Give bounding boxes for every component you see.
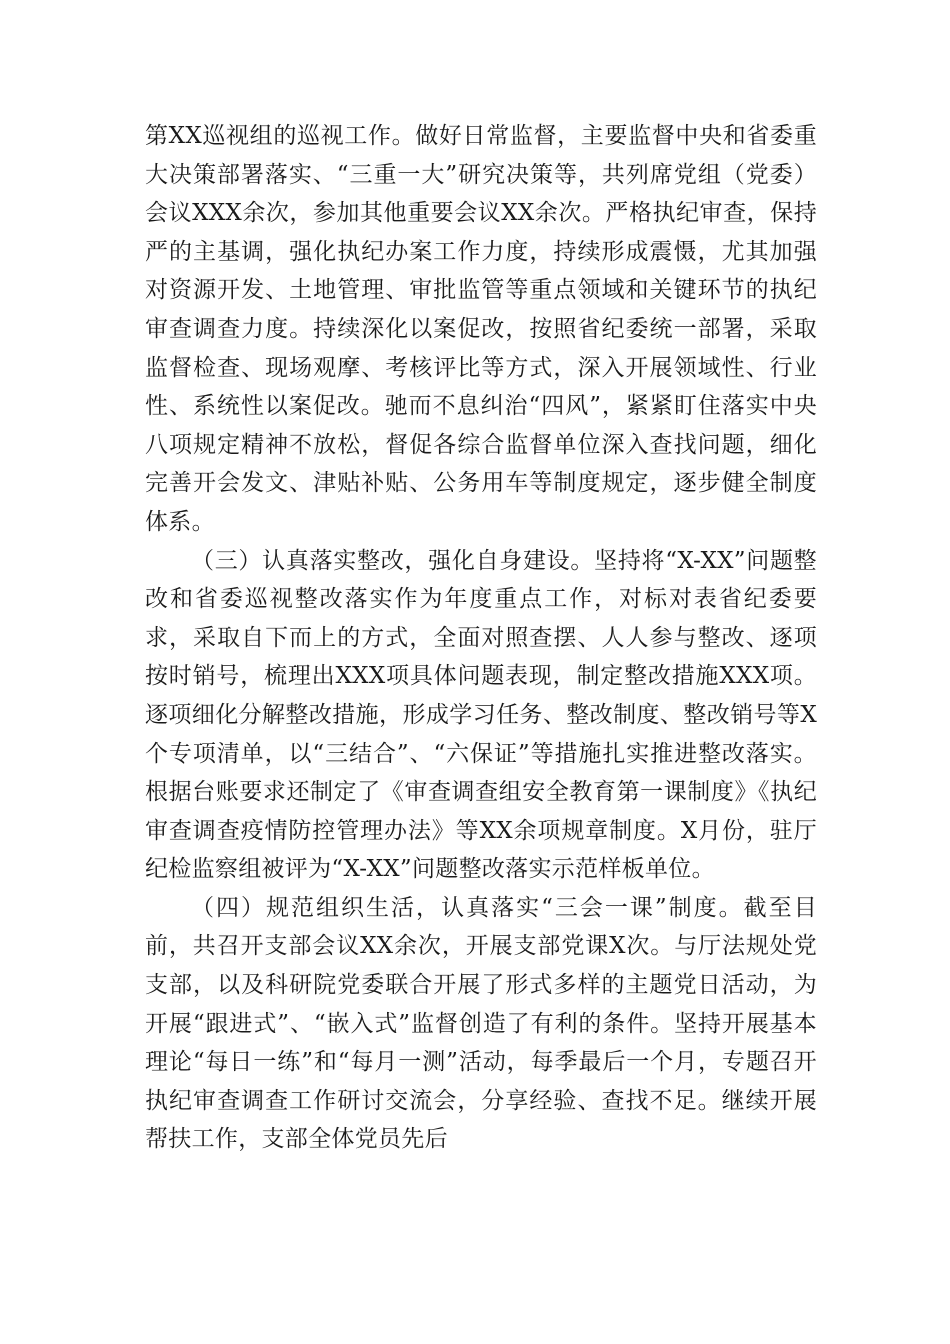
document-body — [145, 117, 817, 1159]
paragraph-section-four: （四）规范组织生活，认真落实“三会一课”制度。截至目前，共召开支部会议XX余次，开展支部党课X次。与厅法规处党支部，以及科研院党委联合开展了形式多样的主题党日活动，为开展“跟进式”、“嵌入式”监督创造了有利的条件。坚持开展基本理论“每日一练”和“每月一测”活动，每季最后一个月，专题召开执纪审查调查工作研讨交流会，分享经验、查找不足。继续开展帮扶工作，支部全体党员先后 — [145, 894, 817, 1153]
paragraph-continuation: 第XX巡视组的巡视工作。做好日常监督，主要监督中央和省委重大决策部署落实、“三重一大”研究决策等，共列席党组（党委）会议XXX余次，参加其他重要会议XX余次。严格执纪审查，保持严的主基调，强化执纪办案工作力度，持续形成震慑，尤其加强对资源开发、土地管理、审批监管等重点领域和关键环节的执纪审查调查力度。持续深化以案促改，按照省纪委统一部署，采取监督检查、现场观摩、考核评比等方式，深入开展领域性、行业性、系统性以案促改。驰而不息纠治“四风”，紧紧盯住落实中央八项规定精神不放松，督促各综合监督单位深入查找问题，细化完善开会发文、津贴补贴、公务用车等制度规定，逐步健全制度体系。 — [145, 123, 817, 535]
paragraph-section-three: （三）认真落实整改，强化自身建设。坚持将“X-XX”问题整改和省委巡视整改落实作为年度重点工作，对标对表省纪委要求，采取自下而上的方式，全面对照查摆、人人参与整改、逐项按时销号，梳理出XXX项具体问题表现，制定整改措施XXX项。逐项细化分解整改措施，形成学习任务、整改制度、整改销号等X个专项清单，以“三结合”、“六保证”等措施扎实推进整改落实。根据台账要求还制定了《审查调查组安全教育第一课制度》《执纪审查调查疫情防控管理办法》等XX余项规章制度。X月份，驻厅纪检监察组被评为“X-XX”问题整改落实示范样板单位。 — [145, 547, 817, 883]
